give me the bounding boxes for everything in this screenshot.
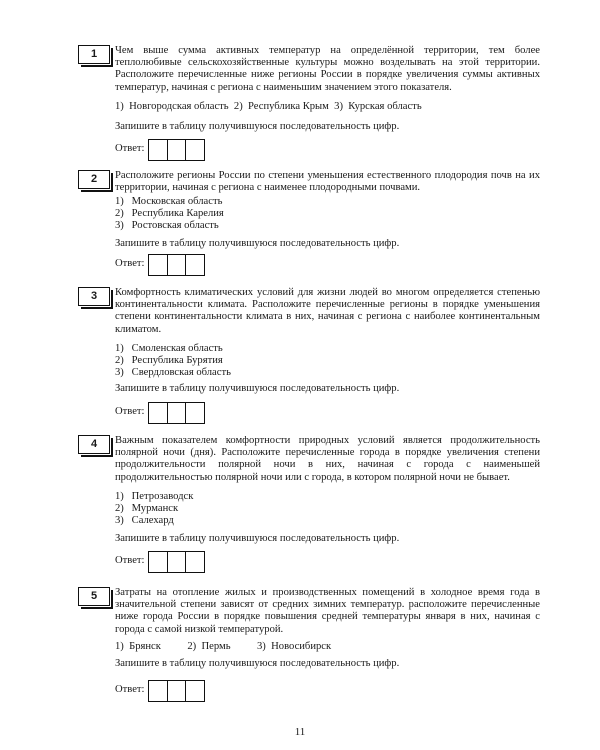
answer-cell[interactable] bbox=[185, 254, 205, 276]
task-text: Чем выше сумма активных температур на определённой территории, тем более теплолюбивые сельскохозяйственные культуры можно возделывать на этой территории. Расположите перечисленные ниже регионы России в порядке увеличения суммы активных температур, начиная с региона с наименьшим значением этого показателя. bbox=[115, 45, 540, 93]
answer-cells[interactable] bbox=[148, 139, 205, 161]
task-instruction: Запишите в таблицу получившуюся последовательность цифр. bbox=[115, 383, 400, 394]
task-5 bbox=[78, 587, 540, 712]
task-options: 1) Брянск 2) Пермь 3) Новосибирск bbox=[115, 641, 332, 652]
option-item: 2) Республика Карелия bbox=[115, 208, 224, 220]
option-item: 1) Смоленская область bbox=[115, 343, 223, 354]
task-options bbox=[115, 196, 224, 233]
answer-cell[interactable] bbox=[148, 551, 168, 573]
task-text: Комфортность климатических условий для жизни людей во многом определяется степенью континентальности климата. Расположите перечисленные регионы в порядке уменьшения степени континентальности климата в них, начиная с региона с наиболее континентальным климатом. bbox=[115, 287, 540, 335]
task-instruction: Запишите в таблицу получившуюся последовательность цифр. bbox=[115, 533, 400, 544]
task-number-box: 2 bbox=[78, 170, 110, 189]
task-instruction: Запишите в таблицу получившуюся последовательность цифр. bbox=[115, 238, 400, 249]
option-item: 3) Салехард bbox=[115, 515, 174, 527]
task-number-box: 5 bbox=[78, 587, 110, 606]
answer-label: Ответ: bbox=[115, 555, 145, 566]
task-options bbox=[115, 343, 231, 380]
page-number: 11 bbox=[294, 726, 306, 738]
answer-cells[interactable] bbox=[148, 551, 205, 573]
answer-cell[interactable] bbox=[167, 402, 187, 424]
answer-cell[interactable] bbox=[167, 551, 187, 573]
answer-cell[interactable] bbox=[185, 551, 205, 573]
answer-cells[interactable] bbox=[148, 402, 205, 424]
option-item: 3) Ростовская область bbox=[115, 220, 219, 232]
task-1 bbox=[78, 45, 540, 165]
task-3 bbox=[78, 287, 540, 427]
answer-cell[interactable] bbox=[148, 402, 168, 424]
option-item: 2) Республика Бурятия bbox=[115, 355, 223, 367]
answer-label: Ответ: bbox=[115, 406, 145, 417]
answer-cell[interactable] bbox=[148, 254, 168, 276]
answer-cell[interactable] bbox=[167, 139, 187, 161]
task-instruction: Запишите в таблицу получившуюся последовательность цифр. bbox=[115, 121, 400, 132]
answer-cell[interactable] bbox=[167, 680, 187, 702]
task-text: Расположите регионы России по степени уменьшения естественного плодородия почв на их территории, начиная с региона с наименее плодородными почвами. bbox=[115, 170, 540, 194]
task-instruction: Запишите в таблицу получившуюся последовательность цифр. bbox=[115, 658, 400, 669]
task-text: Затраты на отопление жилых и производственных помещений в холодное время года в значительной степени зависят от средних зимних температур. расположите перечисленные ниже города России в порядке повышения средней температуры января в них, начиная с города с самой низкой температурой. bbox=[115, 587, 540, 635]
option-item: 2) Мурманск bbox=[115, 503, 179, 515]
task-options: 1) Новгородская область 2) Республика Крым 3) Курская область bbox=[115, 101, 422, 112]
answer-cell[interactable] bbox=[185, 680, 205, 702]
answer-cell[interactable] bbox=[148, 680, 168, 702]
answer-label: Ответ: bbox=[115, 684, 145, 695]
task-2 bbox=[78, 170, 540, 280]
answer-label: Ответ: bbox=[115, 143, 145, 154]
answer-cell[interactable] bbox=[148, 139, 168, 161]
option-item: 1) Петрозаводск bbox=[115, 491, 194, 502]
option-item: 1) Московская область bbox=[115, 196, 223, 207]
option-item: 3) Свердловская область bbox=[115, 367, 231, 379]
answer-cell[interactable] bbox=[185, 402, 205, 424]
task-number-box: 4 bbox=[78, 435, 110, 454]
task-options bbox=[115, 491, 193, 528]
task-4 bbox=[78, 435, 540, 575]
answer-cell[interactable] bbox=[167, 254, 187, 276]
answer-cells[interactable] bbox=[148, 680, 205, 702]
task-number-box: 1 bbox=[78, 45, 110, 64]
task-text: Важным показателем комфортности природных условий является продолжительность полярной ночи (дня). Расположите перечисленные города в порядке увеличения степени продолжительности полярной ночи в них, начиная с города с наименьшей продолжительностью полярной ночи или с города, в котором полярной ночи не бывает. bbox=[115, 435, 540, 483]
task-number-box: 3 bbox=[78, 287, 110, 306]
answer-label: Ответ: bbox=[115, 258, 145, 269]
answer-cell[interactable] bbox=[185, 139, 205, 161]
answer-cells[interactable] bbox=[148, 254, 205, 276]
